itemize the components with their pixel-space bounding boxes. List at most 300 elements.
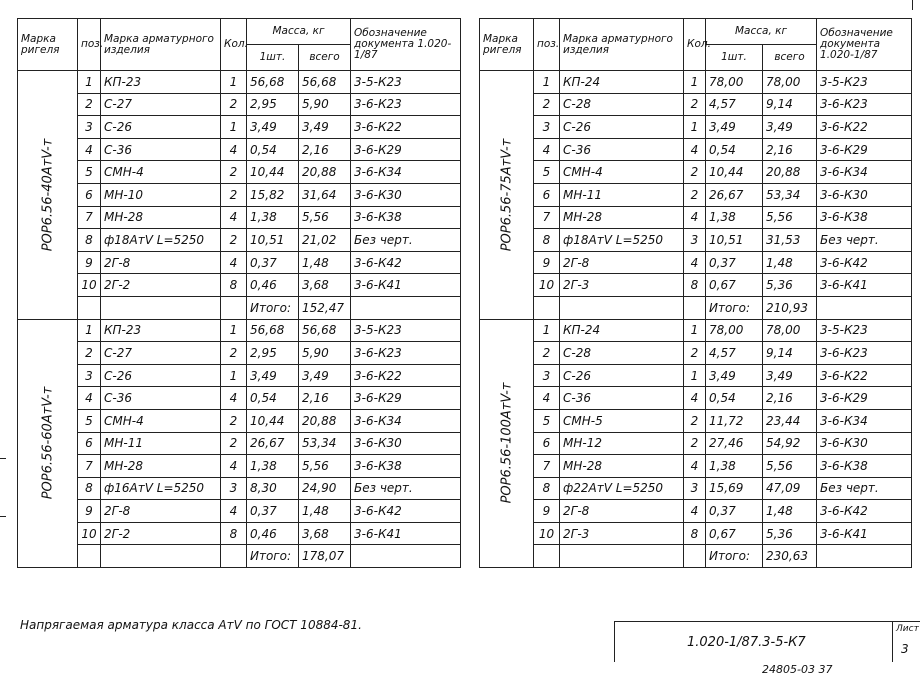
- spec-table-left: [17, 18, 461, 568]
- total-value: 152,47: [299, 296, 351, 319]
- total-row: [480, 296, 912, 319]
- document-ref: 3-6-К30: [351, 432, 461, 455]
- mass-total: 9,14: [763, 342, 817, 365]
- mass-total: 5,56: [763, 455, 817, 478]
- document-ref: 3-6-К22: [351, 364, 461, 387]
- mass-unit: 56,68: [247, 319, 299, 342]
- total-row: [480, 545, 912, 568]
- document-ref: 3-6-К22: [351, 116, 461, 139]
- girder-mark: РОР6.56-100АтV-т: [499, 382, 514, 504]
- mass-total: 5,56: [299, 455, 351, 478]
- mass-total: 20,88: [299, 409, 351, 432]
- document-ref: 3-6-К38: [817, 455, 912, 478]
- position-number: 5: [534, 409, 560, 432]
- quantity: 1: [684, 319, 706, 342]
- quantity: 1: [221, 116, 247, 139]
- item-mark: МН-28: [101, 455, 221, 478]
- quantity: 4: [684, 455, 706, 478]
- empty-cell: [101, 545, 221, 568]
- quantity: 4: [221, 251, 247, 274]
- item-mark: СМН-4: [101, 409, 221, 432]
- table-row: [480, 183, 912, 206]
- mass-total: 21,02: [299, 229, 351, 252]
- item-mark: СМН-5: [560, 409, 684, 432]
- table-row: [18, 183, 461, 206]
- quantity: 8: [684, 522, 706, 545]
- quantity: 2: [221, 229, 247, 252]
- item-mark: КП-24: [560, 71, 684, 94]
- table-row: [18, 138, 461, 161]
- header-mass: Масса, кг: [706, 19, 817, 45]
- table-row: [480, 229, 912, 252]
- mass-unit: 4,57: [706, 342, 763, 365]
- table-row: [480, 161, 912, 184]
- position-number: 7: [534, 206, 560, 229]
- position-number: 10: [534, 522, 560, 545]
- table-row: [18, 116, 461, 139]
- table-row: [480, 319, 912, 342]
- table-row: [480, 522, 912, 545]
- document-ref: 3-6-К42: [817, 500, 912, 523]
- mass-unit: 0,54: [706, 138, 763, 161]
- empty-cell: [534, 545, 560, 568]
- item-mark: ф22АтV L=5250: [560, 477, 684, 500]
- position-number: 1: [534, 71, 560, 94]
- empty-cell: [560, 545, 684, 568]
- header-mark: Марка ригеля: [18, 19, 78, 71]
- document-ref: 3-6-К29: [817, 138, 912, 161]
- mass-total: 56,68: [299, 71, 351, 94]
- item-mark: МН-28: [101, 206, 221, 229]
- girder-mark: РОР6.56-40АтV-т: [40, 138, 55, 252]
- table-row: [480, 251, 912, 274]
- mass-total: 54,92: [763, 432, 817, 455]
- item-mark: С-28: [560, 93, 684, 116]
- item-mark: МН-11: [560, 183, 684, 206]
- mass-unit: 3,49: [706, 364, 763, 387]
- item-mark: ф18АтV L=5250: [560, 229, 684, 252]
- mass-unit: 11,72: [706, 409, 763, 432]
- mass-unit: 3,49: [247, 364, 299, 387]
- table-row: [18, 455, 461, 478]
- mass-unit: 1,38: [247, 206, 299, 229]
- mass-unit: 78,00: [706, 71, 763, 94]
- total-label: Итого:: [247, 545, 299, 568]
- mass-total: 1,48: [299, 251, 351, 274]
- mass-total: 5,36: [763, 522, 817, 545]
- quantity: 2: [684, 432, 706, 455]
- mass-unit: 0,54: [247, 387, 299, 410]
- table-row: [480, 116, 912, 139]
- quantity: 3: [221, 477, 247, 500]
- mass-total: 1,48: [763, 251, 817, 274]
- item-mark: КП-23: [101, 319, 221, 342]
- position-number: 9: [534, 251, 560, 274]
- item-mark: С-27: [101, 93, 221, 116]
- document-ref: 3-6-К23: [817, 342, 912, 365]
- archive-code: 24805-03 37: [762, 663, 833, 676]
- table-row: [480, 206, 912, 229]
- header-qty: Кол.: [221, 19, 247, 71]
- mass-unit: 0,54: [247, 138, 299, 161]
- mass-unit: 2,95: [247, 342, 299, 365]
- table-row: [18, 93, 461, 116]
- document-ref: 3-6-К23: [351, 93, 461, 116]
- position-number: 6: [534, 432, 560, 455]
- position-number: 2: [534, 342, 560, 365]
- item-mark: МН-12: [560, 432, 684, 455]
- quantity: 4: [221, 387, 247, 410]
- table-row: [18, 319, 461, 342]
- mass-unit: 0,37: [247, 251, 299, 274]
- total-label: Итого:: [247, 296, 299, 319]
- mass-unit: 15,69: [706, 477, 763, 500]
- mass-total: 78,00: [763, 319, 817, 342]
- quantity: 2: [221, 161, 247, 184]
- girder-mark: РОР6.56-75АтV-т: [499, 138, 514, 252]
- mass-unit: 0,46: [247, 522, 299, 545]
- table-row: [18, 251, 461, 274]
- item-mark: 2Г-8: [101, 500, 221, 523]
- document-ref: 3-6-К41: [817, 522, 912, 545]
- mass-total: 2,16: [299, 138, 351, 161]
- header-pos: поз.: [78, 19, 101, 71]
- table-row: [480, 364, 912, 387]
- mass-total: 56,68: [299, 319, 351, 342]
- empty-cell: [78, 296, 101, 319]
- mass-total: 1,48: [763, 500, 817, 523]
- position-number: 10: [534, 274, 560, 297]
- mass-unit: 10,44: [706, 161, 763, 184]
- item-mark: С-36: [560, 138, 684, 161]
- table-row: [480, 93, 912, 116]
- header-doc: Обозначение документа 1.020-1/87: [817, 19, 912, 71]
- mass-total: 78,00: [763, 71, 817, 94]
- table-row: [18, 161, 461, 184]
- empty-cell: [817, 545, 912, 568]
- document-ref: Без черт.: [817, 477, 912, 500]
- table-row: [18, 409, 461, 432]
- document-ref: 3-5-К23: [351, 319, 461, 342]
- document-ref: 3-5-К23: [817, 71, 912, 94]
- total-label: Итого:: [706, 545, 763, 568]
- mass-total: 5,90: [299, 342, 351, 365]
- quantity: 2: [684, 93, 706, 116]
- mass-total: 53,34: [299, 432, 351, 455]
- mass-unit: 27,46: [706, 432, 763, 455]
- header-total: всего: [763, 45, 817, 71]
- mass-unit: 78,00: [706, 319, 763, 342]
- empty-cell: [684, 545, 706, 568]
- mass-unit: 0,37: [706, 500, 763, 523]
- frame-left-tick-2: [0, 516, 6, 517]
- quantity: 1: [684, 116, 706, 139]
- position-number: 8: [78, 229, 101, 252]
- header-qty: Кол.: [684, 19, 706, 71]
- document-ref: Без черт.: [351, 477, 461, 500]
- document-ref: Без черт.: [817, 229, 912, 252]
- mass-unit: 1,38: [706, 455, 763, 478]
- item-mark: СМН-4: [101, 161, 221, 184]
- quantity: 4: [684, 206, 706, 229]
- mass-total: 3,68: [299, 274, 351, 297]
- mass-unit: 0,67: [706, 274, 763, 297]
- empty-cell: [817, 296, 912, 319]
- item-mark: МН-28: [560, 455, 684, 478]
- quantity: 4: [221, 206, 247, 229]
- quantity: 8: [221, 522, 247, 545]
- item-mark: МН-28: [560, 206, 684, 229]
- table-row: [18, 342, 461, 365]
- header-doc: Обозначение документа 1.020-1/87: [351, 19, 461, 71]
- position-number: 6: [78, 432, 101, 455]
- document-ref: Без черт.: [351, 229, 461, 252]
- table-row: [18, 477, 461, 500]
- mass-unit: 0,54: [706, 387, 763, 410]
- mass-unit: 1,38: [706, 206, 763, 229]
- position-number: 4: [78, 387, 101, 410]
- table-row: [18, 206, 461, 229]
- quantity: 2: [221, 409, 247, 432]
- table-row: [18, 387, 461, 410]
- document-ref: 3-6-К30: [817, 432, 912, 455]
- quantity: 8: [221, 274, 247, 297]
- position-number: 3: [78, 116, 101, 139]
- mass-total: 1,48: [299, 500, 351, 523]
- sheet-number: 3: [901, 642, 909, 656]
- mass-unit: 10,44: [247, 161, 299, 184]
- mass-total: 3,49: [299, 364, 351, 387]
- mass-total: 3,68: [299, 522, 351, 545]
- table-row: [480, 71, 912, 94]
- position-number: 3: [534, 116, 560, 139]
- sheet-label: Лист: [896, 624, 919, 634]
- quantity: 2: [221, 183, 247, 206]
- document-ref: 3-6-К38: [351, 206, 461, 229]
- table-row: [18, 274, 461, 297]
- position-number: 1: [78, 71, 101, 94]
- item-mark: С-27: [101, 342, 221, 365]
- empty-cell: [560, 296, 684, 319]
- empty-cell: [78, 545, 101, 568]
- item-mark: С-36: [560, 387, 684, 410]
- table-row: [18, 522, 461, 545]
- position-number: 10: [78, 522, 101, 545]
- document-ref: 3-6-К34: [351, 161, 461, 184]
- title-block: [614, 621, 920, 662]
- mass-unit: 8,30: [247, 477, 299, 500]
- position-number: 2: [534, 93, 560, 116]
- quantity: 2: [684, 342, 706, 365]
- girder-mark-cell: [480, 71, 534, 320]
- position-number: 10: [78, 274, 101, 297]
- quantity: 8: [684, 274, 706, 297]
- position-number: 3: [78, 364, 101, 387]
- table-row: [480, 432, 912, 455]
- girder-mark-cell: [18, 71, 78, 320]
- mass-total: 5,36: [763, 274, 817, 297]
- item-mark: ф16АтV L=5250: [101, 477, 221, 500]
- position-number: 6: [534, 183, 560, 206]
- mass-unit: 4,57: [706, 93, 763, 116]
- document-ref: 3-6-К34: [817, 161, 912, 184]
- mass-unit: 56,68: [247, 71, 299, 94]
- quantity: 2: [221, 432, 247, 455]
- document-ref: 3-6-К29: [817, 387, 912, 410]
- quantity: 2: [684, 409, 706, 432]
- sheet-box: [892, 622, 920, 662]
- quantity: 4: [684, 251, 706, 274]
- table-row: [480, 342, 912, 365]
- mass-unit: 0,37: [247, 500, 299, 523]
- total-value: 210,93: [763, 296, 817, 319]
- reinforcement-note: Напрягаемая арматура класса АтV по ГОСТ 10884-81.: [20, 618, 362, 632]
- table-row: [480, 274, 912, 297]
- quantity: 2: [684, 161, 706, 184]
- girder-mark: РОР6.56-60АтV-т: [40, 387, 55, 500]
- header-item: Марка арматурного изделия: [560, 19, 684, 71]
- table-row: [480, 455, 912, 478]
- item-mark: С-36: [101, 138, 221, 161]
- header-unit: 1шт.: [247, 45, 299, 71]
- mass-unit: 1,38: [247, 455, 299, 478]
- mass-total: 2,16: [299, 387, 351, 410]
- position-number: 2: [78, 342, 101, 365]
- mass-total: 24,90: [299, 477, 351, 500]
- position-number: 8: [78, 477, 101, 500]
- position-number: 3: [534, 364, 560, 387]
- document-ref: 3-6-К23: [351, 342, 461, 365]
- mass-unit: 10,51: [706, 229, 763, 252]
- position-number: 5: [78, 161, 101, 184]
- document-ref: 3-6-К29: [351, 387, 461, 410]
- table-row: [18, 432, 461, 455]
- position-number: 9: [78, 500, 101, 523]
- mass-total: 23,44: [763, 409, 817, 432]
- girder-mark-cell: [18, 319, 78, 568]
- mass-total: 5,56: [299, 206, 351, 229]
- mass-unit: 26,67: [706, 183, 763, 206]
- quantity: 3: [684, 477, 706, 500]
- quantity: 4: [221, 138, 247, 161]
- quantity: 4: [221, 500, 247, 523]
- document-ref: 3-6-К42: [351, 500, 461, 523]
- mass-total: 20,88: [299, 161, 351, 184]
- table-row: [18, 364, 461, 387]
- table-row: [480, 409, 912, 432]
- mass-unit: 10,44: [247, 409, 299, 432]
- quantity: 4: [684, 500, 706, 523]
- table-row: [18, 71, 461, 94]
- quantity: 2: [684, 183, 706, 206]
- mass-total: 53,34: [763, 183, 817, 206]
- header-pos: поз.: [534, 19, 560, 71]
- document-ref: 3-6-К38: [351, 455, 461, 478]
- empty-cell: [351, 545, 461, 568]
- mass-total: 31,53: [763, 229, 817, 252]
- mass-total: 9,14: [763, 93, 817, 116]
- table-row: [480, 477, 912, 500]
- item-mark: ф18АтV L=5250: [101, 229, 221, 252]
- quantity: 4: [221, 455, 247, 478]
- mass-total: 47,09: [763, 477, 817, 500]
- total-row: [18, 545, 461, 568]
- position-number: 9: [534, 500, 560, 523]
- item-mark: С-26: [560, 364, 684, 387]
- position-number: 4: [534, 138, 560, 161]
- document-ref: 3-6-К23: [817, 93, 912, 116]
- position-number: 9: [78, 251, 101, 274]
- mass-total: 5,90: [299, 93, 351, 116]
- table-row: [18, 500, 461, 523]
- spec-table-right: [479, 18, 912, 568]
- item-mark: С-26: [560, 116, 684, 139]
- quantity: 4: [684, 387, 706, 410]
- mass-unit: 2,95: [247, 93, 299, 116]
- item-mark: СМН-4: [560, 161, 684, 184]
- item-mark: 2Г-8: [560, 500, 684, 523]
- document-ref: 3-6-К29: [351, 138, 461, 161]
- quantity: 1: [221, 319, 247, 342]
- total-row: [18, 296, 461, 319]
- table-row: [480, 387, 912, 410]
- empty-cell: [101, 296, 221, 319]
- document-code: 1.020-1/87.3-5-К7: [687, 635, 806, 650]
- item-mark: КП-23: [101, 71, 221, 94]
- item-mark: С-26: [101, 364, 221, 387]
- mass-total: 3,49: [299, 116, 351, 139]
- document-ref: 3-5-К23: [351, 71, 461, 94]
- item-mark: МН-10: [101, 183, 221, 206]
- total-value: 178,07: [299, 545, 351, 568]
- mass-total: 2,16: [763, 138, 817, 161]
- document-ref: 3-6-К22: [817, 116, 912, 139]
- position-number: 5: [78, 409, 101, 432]
- quantity: 1: [221, 364, 247, 387]
- item-mark: КП-24: [560, 319, 684, 342]
- mass-total: 20,88: [763, 161, 817, 184]
- document-ref: 3-6-К34: [351, 409, 461, 432]
- document-ref: 3-5-К23: [817, 319, 912, 342]
- document-ref: 3-6-К30: [817, 183, 912, 206]
- quantity: 1: [221, 71, 247, 94]
- empty-cell: [221, 545, 247, 568]
- empty-cell: [534, 296, 560, 319]
- header-item: Марка арматурного изделия: [101, 19, 221, 71]
- document-ref: 3-6-К30: [351, 183, 461, 206]
- document-ref: 3-6-К34: [817, 409, 912, 432]
- item-mark: 2Г-2: [101, 274, 221, 297]
- mass-total: 31,64: [299, 183, 351, 206]
- quantity: 2: [221, 342, 247, 365]
- position-number: 7: [534, 455, 560, 478]
- table-row: [480, 500, 912, 523]
- empty-cell: [684, 296, 706, 319]
- header-total: всего: [299, 45, 351, 71]
- mass-unit: 26,67: [247, 432, 299, 455]
- frame-left-tick-1: [0, 458, 6, 459]
- document-ref: 3-6-К42: [351, 251, 461, 274]
- item-mark: 2Г-3: [560, 522, 684, 545]
- table-row: [18, 229, 461, 252]
- position-number: 7: [78, 455, 101, 478]
- item-mark: 2Г-2: [101, 522, 221, 545]
- quantity: 1: [684, 71, 706, 94]
- mass-unit: 0,37: [706, 251, 763, 274]
- document-ref: 3-6-К42: [817, 251, 912, 274]
- item-mark: С-26: [101, 116, 221, 139]
- header-mark: Марка ригеля: [480, 19, 534, 71]
